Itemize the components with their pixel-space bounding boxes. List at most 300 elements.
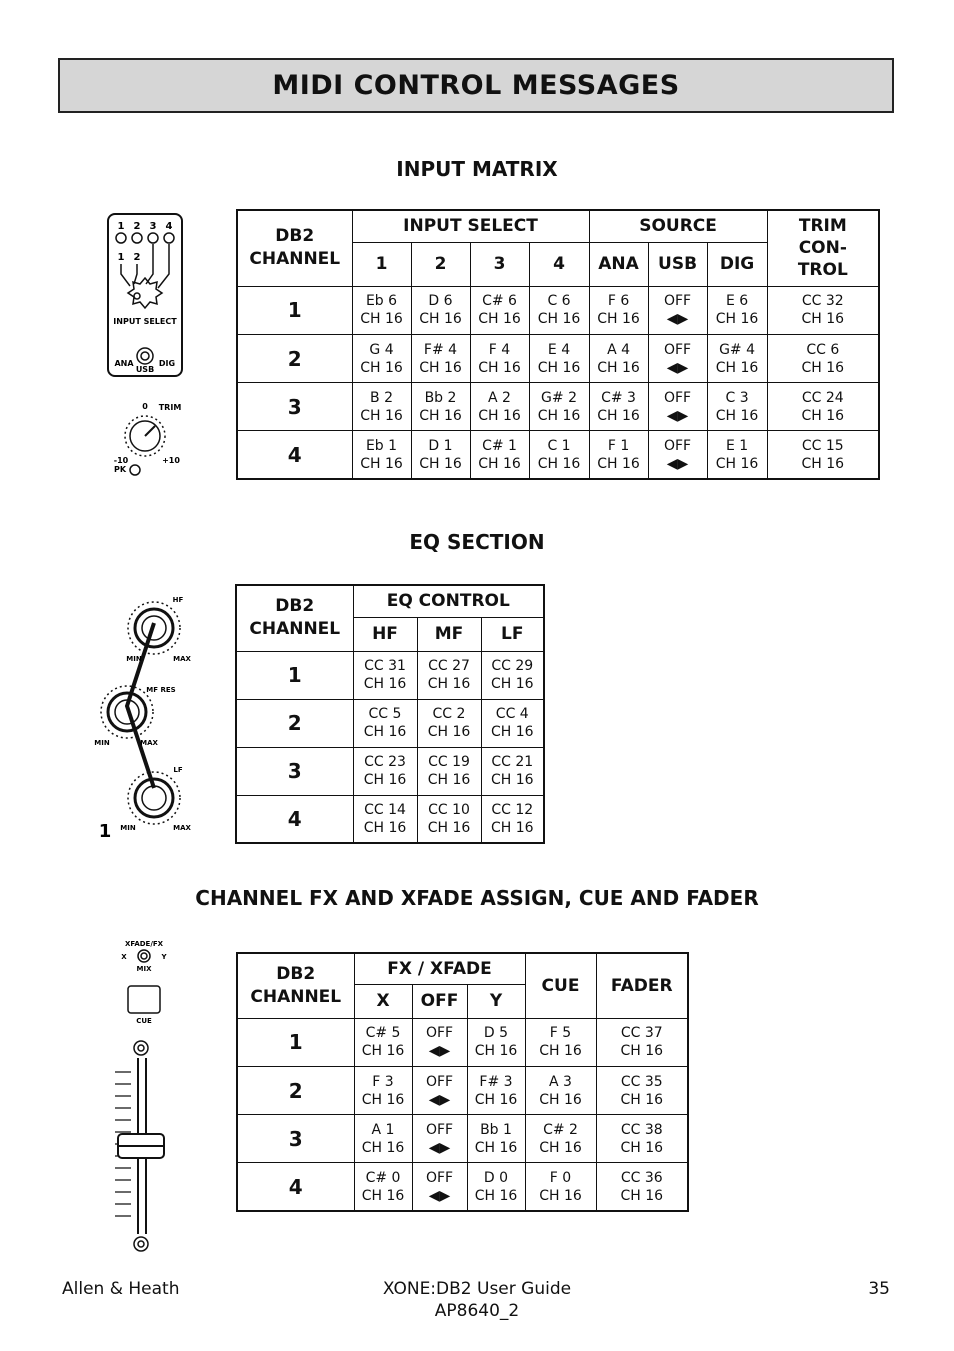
im-cell	[470, 431, 529, 479]
fx-section-title: CHANNEL FX AND XFADE ASSIGN, CUE AND FADER	[195, 886, 759, 910]
im-cell	[707, 334, 767, 382]
im-cell-channel: CH 16	[360, 455, 403, 472]
fx-cell-message: CC 35	[620, 1073, 663, 1090]
im-cell-message: Eb 1	[365, 437, 398, 454]
fx-row-2	[237, 1066, 688, 1114]
fx-channel-header: DB2 CHANNEL	[237, 953, 354, 1018]
fx-channel-number: 4	[237, 1163, 354, 1211]
led-4	[164, 233, 174, 243]
im-cell	[589, 286, 648, 334]
im-channel-number: 1	[237, 286, 352, 334]
fx-cell	[412, 1115, 467, 1163]
fx-switch-inner	[141, 953, 147, 959]
im-cell-channel: CH 16	[419, 407, 462, 424]
im-cell	[529, 383, 589, 431]
fx-cell-message: C# 5	[365, 1025, 401, 1042]
im-cell	[767, 286, 879, 334]
fx-col-x: X	[354, 984, 412, 1018]
fx-table	[236, 952, 689, 1212]
fx-cell	[354, 1163, 412, 1211]
eq-cell-message: CC 14	[364, 801, 406, 818]
eq-cell-channel: CH 16	[427, 724, 471, 740]
fx-cell-channel: CH 16	[539, 1187, 582, 1204]
eq-col-mf: MF	[417, 617, 481, 651]
mf-min-label: MIN	[94, 739, 110, 747]
eq-cell-channel: CH 16	[490, 819, 534, 836]
im-cell-channel: ◀▶	[666, 359, 689, 376]
fx-cell	[467, 1163, 525, 1211]
im-cell-channel: CH 16	[478, 359, 521, 376]
eq-cell-message: CC 5	[368, 706, 402, 722]
eq-cell-message: CC 27	[428, 658, 470, 674]
im-row-1	[237, 286, 879, 334]
fx-cell	[412, 1018, 467, 1066]
fx-cell	[525, 1115, 596, 1163]
im-cell	[648, 334, 707, 382]
im-cell-message: C 6	[547, 293, 571, 310]
im-cell-message: Bb 2	[424, 389, 457, 406]
fx-cell-channel: ◀▶	[428, 1043, 451, 1060]
selector-lines	[121, 244, 169, 288]
im-cell-message: G# 4	[719, 341, 756, 358]
im-col-4: 4	[529, 242, 589, 286]
page-title-banner	[58, 58, 894, 113]
eq-cell-channel: CH 16	[427, 819, 471, 836]
fx-row-4	[237, 1163, 688, 1211]
fader-bottom-screw	[134, 1237, 148, 1251]
im-cell	[707, 431, 767, 479]
fx-cell	[525, 1066, 596, 1114]
im-cell	[767, 431, 879, 479]
in-mid-2: 2	[133, 252, 141, 263]
fx-cell-message: F 3	[372, 1073, 394, 1090]
im-channel-number: 2	[237, 334, 352, 382]
cue-label: CUE	[136, 1017, 152, 1025]
eq-cell-channel: CH 16	[490, 724, 534, 740]
im-cell-channel: CH 16	[360, 407, 403, 424]
eq-section-title: EQ SECTION	[409, 530, 545, 554]
eq-cell	[417, 699, 481, 747]
eq-table	[235, 584, 545, 844]
fx-cell	[354, 1018, 412, 1066]
in-num-2: 2	[133, 221, 141, 232]
fx-cell-channel: CH 16	[539, 1091, 582, 1108]
im-cell-channel: CH 16	[419, 455, 462, 472]
trim-pointer	[145, 426, 155, 436]
lf-knob-cap	[142, 786, 166, 810]
eq-cell	[481, 747, 544, 795]
fx-cell	[467, 1018, 525, 1066]
im-cell-channel: ◀▶	[666, 311, 689, 328]
led-2	[132, 233, 142, 243]
fx-cell-channel: CH 16	[474, 1043, 518, 1060]
footer-left: Allen & Heath	[62, 1279, 180, 1299]
fx-cell-message: D 0	[483, 1169, 509, 1186]
fx-cell-channel: ◀▶	[428, 1187, 451, 1204]
eq-cell-message: CC 12	[491, 801, 534, 818]
input-matrix-title: INPUT MATRIX	[396, 157, 558, 181]
im-cell-message: F 6	[607, 293, 630, 310]
in-num-1: 1	[117, 221, 125, 232]
pk-led	[130, 465, 140, 475]
fx-cell	[354, 1115, 412, 1163]
im-col-1: 1	[352, 242, 411, 286]
eq-cell	[353, 795, 417, 843]
fx-cell-channel: CH 16	[620, 1187, 664, 1204]
eq-cell	[417, 651, 481, 699]
im-channel-number: 4	[237, 431, 352, 479]
fx-cell-message: Bb 1	[480, 1121, 512, 1138]
im-cell-message: OFF	[663, 437, 692, 454]
eq-cell-channel: CH 16	[363, 724, 407, 740]
eq-cell	[353, 699, 417, 747]
im-cell-message: C 1	[547, 437, 571, 454]
im-cell-channel: CH 16	[715, 407, 759, 424]
eq-cell-message: CC 23	[364, 754, 406, 770]
eq-cell-message: CC 4	[495, 706, 529, 722]
input-select-illustration	[100, 210, 200, 478]
im-cell-message: A 2	[488, 389, 511, 406]
trim-max-label: +10	[162, 456, 180, 465]
ana-label: ANA	[114, 359, 134, 368]
im-cell-message: G 4	[369, 341, 394, 358]
fx-cell-channel: CH 16	[361, 1091, 405, 1108]
im-cell-channel: ◀▶	[666, 407, 689, 424]
im-cell-channel: CH 16	[537, 359, 581, 376]
fx-col-y: Y	[467, 984, 525, 1018]
im-cell-message: OFF	[663, 293, 692, 310]
im-cell	[470, 334, 529, 382]
fx-cell-channel: CH 16	[474, 1091, 518, 1108]
eq-cell	[353, 651, 417, 699]
im-cell-channel: CH 16	[537, 311, 581, 328]
usb-label: USB	[135, 365, 155, 374]
im-cell-message: CC 32	[801, 293, 844, 310]
fx-channel-number: 1	[237, 1018, 354, 1066]
im-cell	[589, 431, 648, 479]
cue-button	[128, 986, 160, 1013]
fx-channel-number: 2	[237, 1066, 354, 1114]
hf-max-label: MAX	[173, 655, 191, 663]
im-cell-channel: CH 16	[597, 311, 640, 328]
im-cell-channel: CH 16	[801, 359, 845, 376]
im-cell-channel: CH 16	[419, 359, 462, 376]
fx-cell-channel: CH 16	[474, 1139, 518, 1156]
im-body	[237, 286, 879, 479]
eq-channel-header: DB2 CHANNEL	[236, 585, 353, 651]
fx-cue-fader-illustration	[100, 938, 190, 1256]
in-mid-1: 1	[117, 252, 125, 263]
mf-max-label: MAX	[140, 739, 158, 747]
im-cell-message: G# 2	[541, 389, 577, 406]
im-cell	[352, 431, 411, 479]
im-cell	[470, 383, 529, 431]
fx-cell-channel: CH 16	[474, 1187, 518, 1204]
im-cell-message: Eb 6	[365, 293, 398, 310]
im-cell	[411, 431, 470, 479]
fx-cell	[412, 1163, 467, 1211]
im-col-3: 3	[470, 242, 529, 286]
im-cell	[707, 286, 767, 334]
eq-cell	[417, 795, 481, 843]
im-cell	[648, 383, 707, 431]
im-cell-message: A 4	[607, 341, 630, 358]
im-cell-channel: CH 16	[801, 311, 845, 328]
im-cell-message: OFF	[663, 341, 692, 358]
fx-fader-header: FADER	[596, 953, 688, 1018]
fx-channel-number: 3	[237, 1115, 354, 1163]
led-3	[148, 233, 158, 243]
im-cell-message: F 1	[607, 437, 630, 454]
fx-cell-channel: CH 16	[620, 1091, 664, 1108]
im-cell-channel: CH 16	[801, 455, 845, 472]
im-cell	[352, 383, 411, 431]
fx-cell-message: CC 37	[620, 1025, 663, 1042]
knob-dot	[134, 293, 140, 299]
im-cell-message: F# 4	[423, 341, 458, 358]
input-select-label: INPUT SELECT	[113, 317, 177, 326]
eq-channel-number: 2	[236, 699, 353, 747]
im-channel-number: 3	[237, 383, 352, 431]
fx-cue-header: CUE	[525, 953, 596, 1018]
im-cell	[648, 431, 707, 479]
im-cell-channel: CH 16	[360, 311, 403, 328]
fx-cell-message: F# 3	[479, 1073, 513, 1090]
im-cell	[529, 286, 589, 334]
eq-col-hf: HF	[353, 617, 417, 651]
eq-body	[236, 651, 544, 843]
im-cell-channel: CH 16	[597, 455, 640, 472]
eq-row-4	[236, 795, 544, 843]
im-cell-message: C# 3	[601, 389, 636, 406]
fx-cell	[467, 1115, 525, 1163]
fx-cell-channel: CH 16	[361, 1043, 405, 1060]
im-cell-channel: CH 16	[360, 359, 403, 376]
im-col-ana: ANA	[589, 242, 648, 286]
eq-channel-number: 1	[236, 651, 353, 699]
trim-zero-label: 0	[142, 402, 148, 411]
trim-label: TRIM	[158, 403, 182, 412]
fader-top-screw	[134, 1041, 148, 1055]
im-cell-channel: ◀▶	[666, 455, 689, 472]
y-label: Y	[161, 953, 167, 961]
hf-label: HF	[172, 596, 184, 604]
im-cell-message: C# 1	[482, 437, 517, 454]
pk-label: PK	[113, 465, 127, 474]
eq-channel-number: 1	[98, 821, 112, 840]
in-num-4: 4	[165, 221, 173, 232]
mf-res-label: MF RES	[146, 686, 176, 694]
footer-center	[337, 1278, 617, 1322]
fx-cell-message: A 1	[371, 1121, 395, 1138]
eq-cell-message: CC 31	[364, 658, 406, 674]
im-cell	[470, 286, 529, 334]
fx-cell-channel: CH 16	[539, 1139, 582, 1156]
fx-col-off: OFF	[412, 984, 467, 1018]
eq-channel-number: 3	[236, 747, 353, 795]
eq-cell-channel: CH 16	[363, 676, 407, 692]
im-col-2: 2	[411, 242, 470, 286]
im-cell-message: B 2	[370, 389, 393, 406]
fx-cell-channel: CH 16	[361, 1187, 405, 1204]
fx-row-3	[237, 1115, 688, 1163]
eq-cell-channel: CH 16	[363, 772, 407, 788]
im-cell	[589, 334, 648, 382]
im-cell-channel: CH 16	[537, 455, 581, 472]
fx-cell-channel: ◀▶	[428, 1139, 451, 1156]
im-cell	[411, 383, 470, 431]
im-source-header: SOURCE	[589, 210, 767, 242]
fader-bottom-screw-inner	[138, 1241, 144, 1247]
im-col-dig: DIG	[707, 242, 767, 286]
im-cell-channel: CH 16	[478, 311, 521, 328]
im-cell-message: CC 6	[806, 341, 840, 358]
fx-cell-message: CC 38	[620, 1121, 663, 1138]
im-cell	[529, 334, 589, 382]
eq-cell-channel: CH 16	[363, 819, 407, 836]
eq-cell	[353, 747, 417, 795]
eq-control-header: EQ CONTROL	[353, 585, 544, 617]
input-matrix-table	[236, 209, 880, 480]
input-select-knob	[128, 278, 162, 308]
lf-min-label: MIN	[120, 824, 136, 832]
fx-cell-channel: CH 16	[620, 1139, 664, 1156]
fx-cell	[525, 1018, 596, 1066]
eq-cell-channel: CH 16	[490, 676, 534, 692]
im-cell-message: E 1	[725, 437, 749, 454]
fx-switch-outer	[138, 950, 150, 962]
fx-cell-channel: CH 16	[620, 1043, 664, 1060]
footer-guide-title: XONE:DB2 User Guide	[382, 1279, 572, 1299]
fx-cell	[354, 1066, 412, 1114]
im-cell-channel: CH 16	[419, 311, 462, 328]
im-cell-channel: CH 16	[597, 359, 640, 376]
eq-cell-message: CC 2	[432, 706, 466, 722]
fx-cell-message: A 3	[549, 1073, 572, 1090]
fx-cell-message: F 0	[549, 1169, 572, 1186]
im-channel-header: DB2 CHANNEL	[237, 210, 352, 286]
fx-cell	[596, 1163, 688, 1211]
im-cell-message: C# 6	[482, 293, 517, 310]
eq-cell-channel: CH 16	[427, 676, 471, 692]
im-cell-channel: CH 16	[478, 407, 521, 424]
im-cell-channel: CH 16	[537, 407, 581, 424]
im-row-4	[237, 431, 879, 479]
im-cell-message: CC 15	[801, 437, 844, 454]
im-cell-message: F 4	[488, 341, 511, 358]
fx-cell-channel: ◀▶	[428, 1091, 451, 1108]
led-1	[116, 233, 126, 243]
page-title: MIDI CONTROL MESSAGES	[272, 70, 680, 101]
im-trim-header: TRIM CON- TROL	[767, 210, 879, 286]
fx-cell-message: OFF	[425, 1073, 454, 1090]
im-cell-message: E 6	[725, 293, 749, 310]
im-cell	[529, 431, 589, 479]
hf-min-label: MIN	[126, 655, 142, 663]
fx-cell	[412, 1066, 467, 1114]
eq-row-1	[236, 651, 544, 699]
fx-cell-message: OFF	[425, 1121, 454, 1138]
im-cell-message: D 6	[428, 293, 453, 310]
fx-cell	[467, 1066, 525, 1114]
eq-cell-message: CC 29	[491, 658, 534, 674]
fx-cell-channel: CH 16	[361, 1139, 405, 1156]
fx-cell-message: D 5	[483, 1025, 509, 1042]
im-col-usb: USB	[648, 242, 707, 286]
im-cell-message: D 1	[428, 437, 453, 454]
im-cell	[648, 286, 707, 334]
im-input-select-header: INPUT SELECT	[352, 210, 589, 242]
fx-xfade-header: FX / XFADE	[354, 953, 525, 984]
im-cell-channel: CH 16	[715, 455, 759, 472]
im-cell-channel: CH 16	[478, 455, 521, 472]
im-cell-channel: CH 16	[715, 311, 759, 328]
fx-row-1	[237, 1018, 688, 1066]
im-cell-message: OFF	[663, 389, 692, 406]
im-cell	[352, 334, 411, 382]
source-switch-inner	[141, 352, 149, 360]
eq-row-3	[236, 747, 544, 795]
fx-cell-message: OFF	[425, 1025, 454, 1042]
eq-cell-channel: CH 16	[427, 772, 471, 788]
im-cell-channel: CH 16	[597, 407, 640, 424]
im-cell-message: C 3	[725, 389, 749, 406]
x-label: X	[121, 953, 127, 961]
eq-cell	[481, 651, 544, 699]
source-switch-outer	[137, 348, 153, 364]
fader-top-screw-inner	[138, 1045, 144, 1051]
eq-cell	[481, 699, 544, 747]
eq-cell	[417, 747, 481, 795]
im-cell	[352, 286, 411, 334]
im-cell-message: E 4	[547, 341, 571, 358]
im-cell	[707, 383, 767, 431]
fx-cell-message: C# 2	[543, 1121, 578, 1138]
eq-cell	[481, 795, 544, 843]
eq-channel-number: 4	[236, 795, 353, 843]
im-cell	[589, 383, 648, 431]
im-row-3	[237, 383, 879, 431]
im-cell	[767, 383, 879, 431]
im-cell-message: CC 24	[801, 389, 844, 406]
eq-cell-message: CC 19	[428, 754, 470, 770]
eq-knobs-illustration	[92, 588, 222, 840]
page-number: 35	[868, 1279, 890, 1299]
lf-max-label: MAX	[173, 824, 191, 832]
fx-cell	[596, 1115, 688, 1163]
im-row-2	[237, 334, 879, 382]
trim-min-label: -10	[113, 456, 129, 465]
footer-doc-code: AP8640_2	[434, 1301, 520, 1321]
fx-cell	[596, 1018, 688, 1066]
fx-cell-channel: CH 16	[539, 1043, 582, 1060]
eq-cell-channel: CH 16	[490, 772, 534, 788]
fx-body	[237, 1018, 688, 1211]
dig-label: DIG	[158, 359, 176, 368]
im-cell	[411, 334, 470, 382]
eq-row-2	[236, 699, 544, 747]
im-cell-channel: CH 16	[801, 407, 845, 424]
xfade-fx-label: XFADE/FX	[124, 940, 164, 948]
fx-cell-message: OFF	[425, 1169, 454, 1186]
eq-col-lf: LF	[481, 617, 544, 651]
im-cell	[767, 334, 879, 382]
eq-cell-message: CC 21	[491, 754, 534, 770]
lf-label: LF	[173, 766, 183, 774]
im-cell-channel: CH 16	[715, 359, 759, 376]
im-cell	[411, 286, 470, 334]
fx-cell	[525, 1163, 596, 1211]
